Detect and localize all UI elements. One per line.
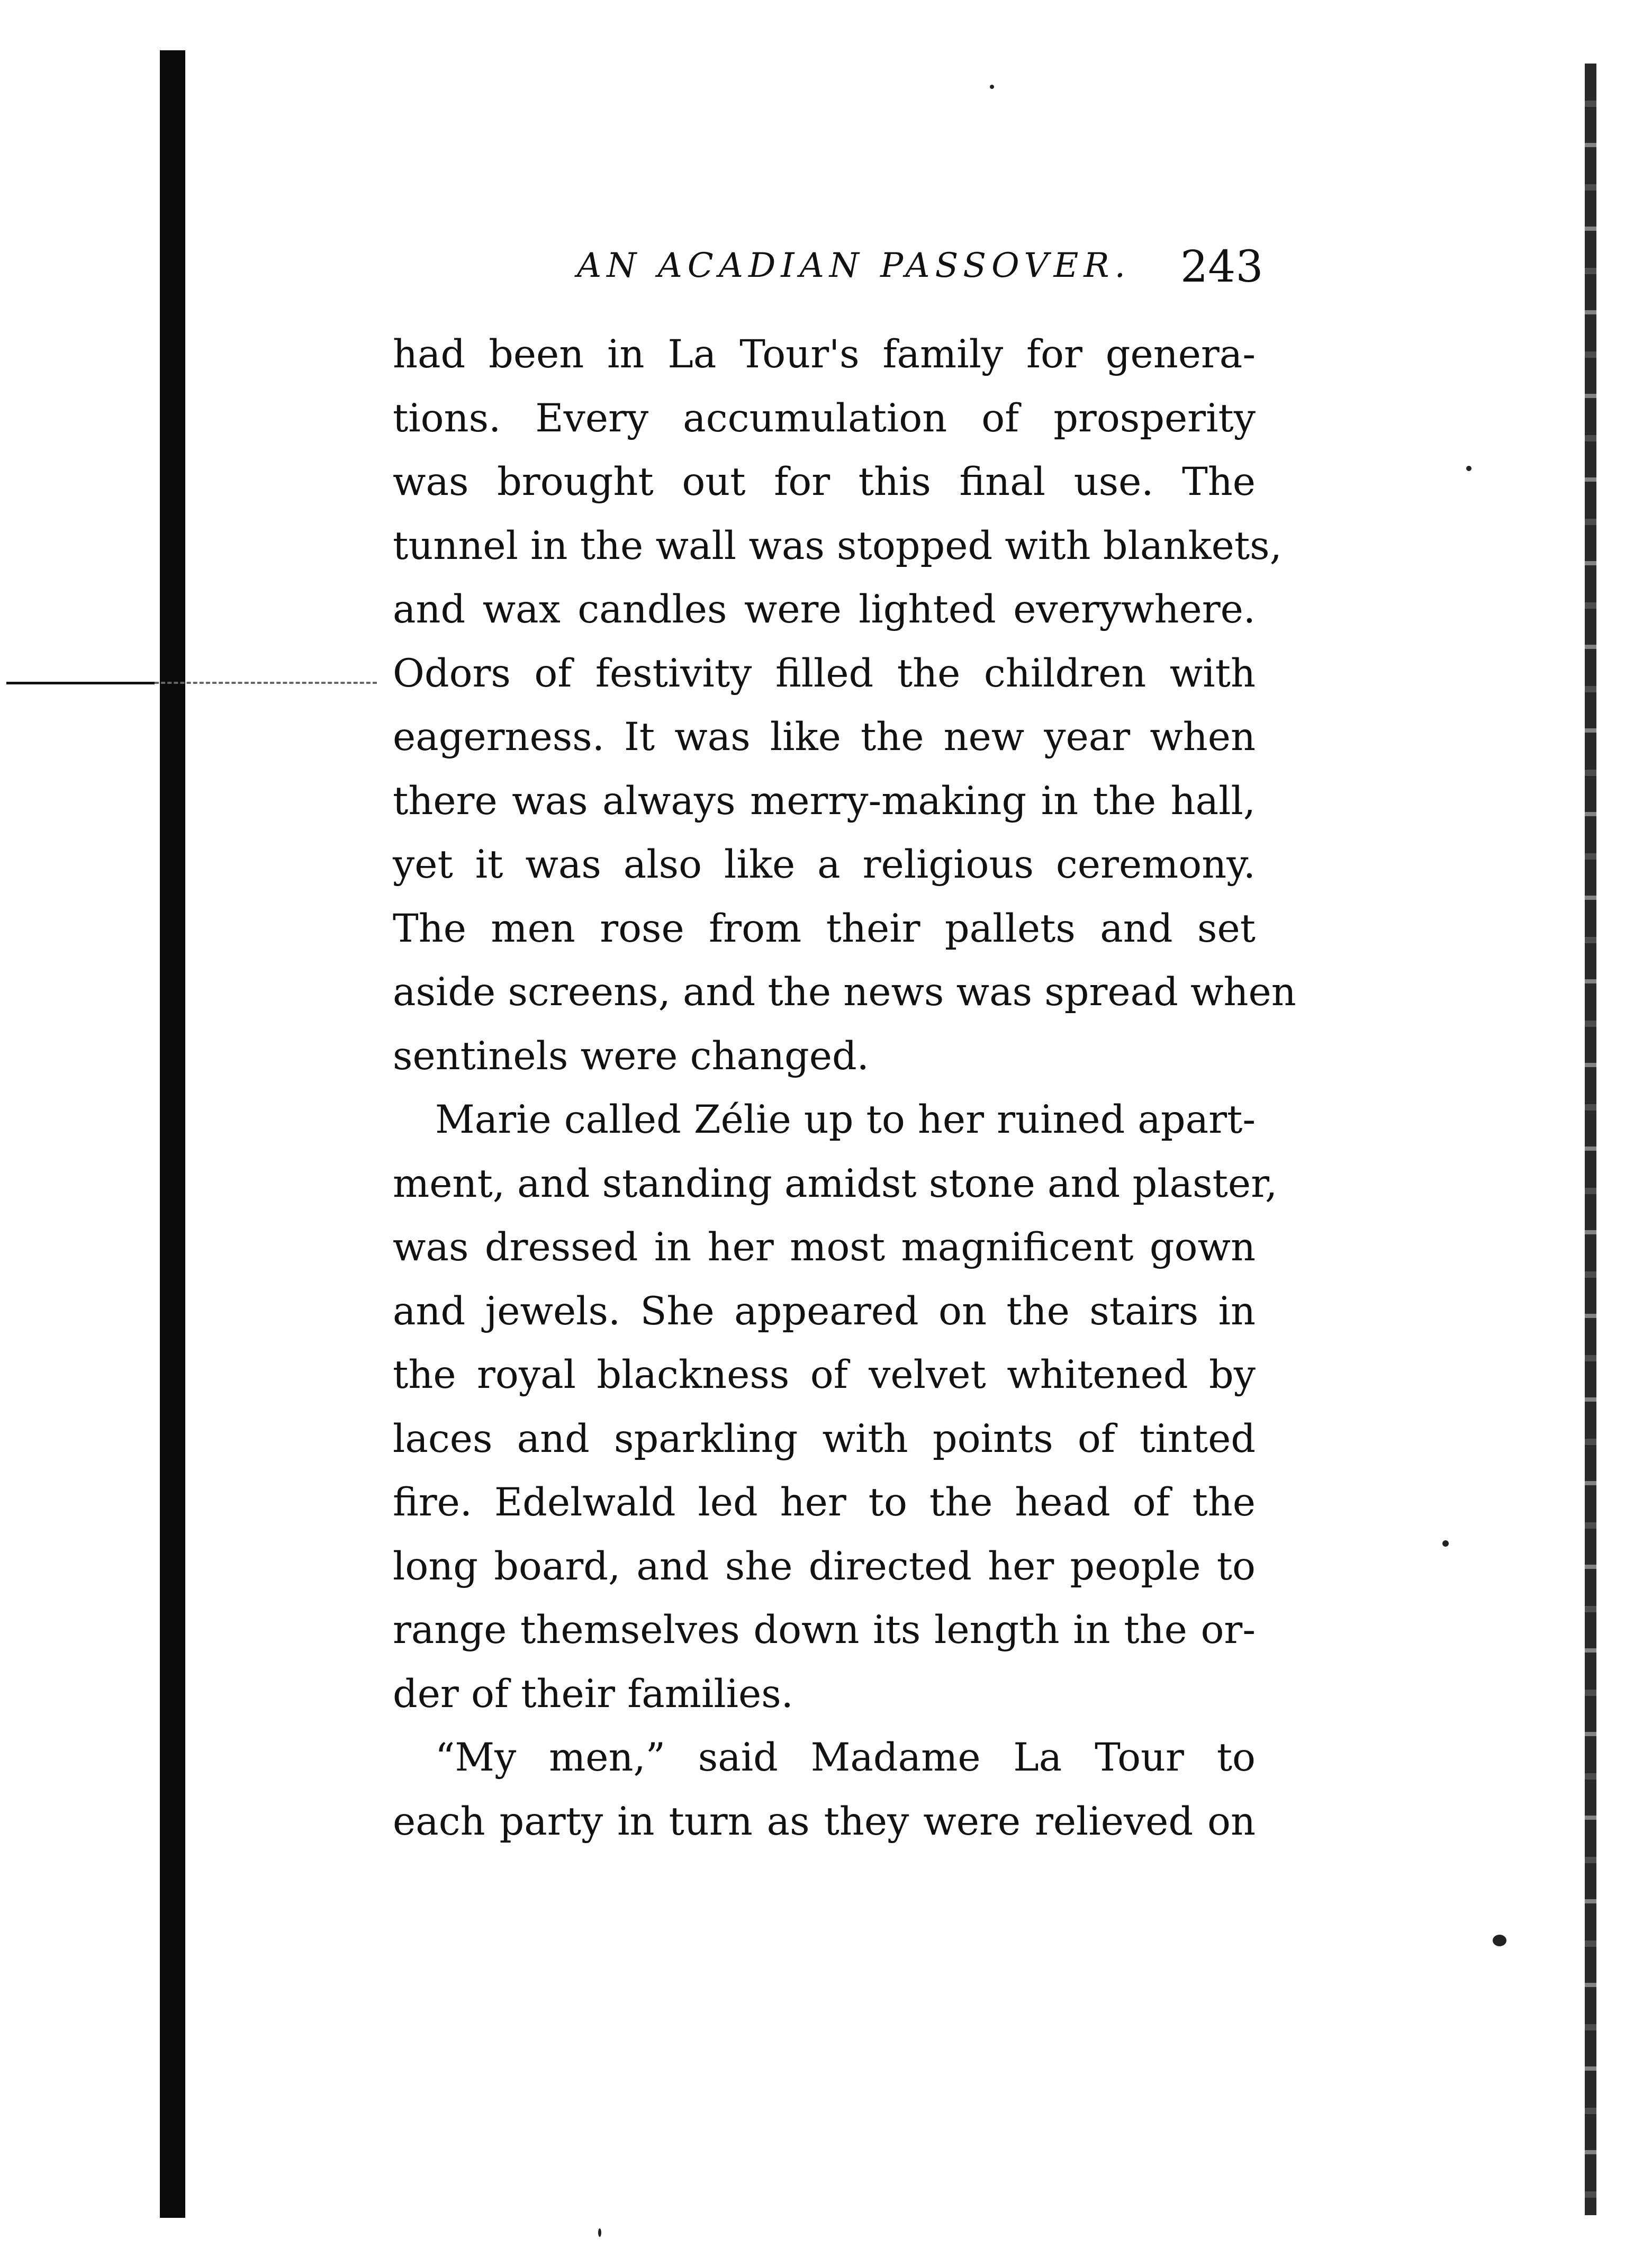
scan-speck <box>1466 466 1472 471</box>
margin-rule-dash <box>155 682 377 684</box>
text-line: long board, and she directed her people to <box>393 1543 1256 1589</box>
text-line: was dressed in her most magnificent gown <box>393 1225 1256 1270</box>
text-line: and jewels. She appeared on the stairs in <box>393 1288 1256 1334</box>
scan-speck <box>1442 1540 1449 1547</box>
text-line: range themselves down its length in the or- <box>393 1608 1256 1653</box>
text-line: yet it was also like a religious ceremony. <box>393 842 1256 887</box>
text-line: each party in turn as they were relieved on <box>393 1799 1256 1844</box>
text-line: and wax candles were lighted everywhere. <box>393 587 1256 632</box>
text-line: tions. Every accumulation of prosperity <box>393 395 1256 441</box>
text-line: Odors of festivity filled the children with <box>393 651 1256 696</box>
page-edge-shadow <box>1585 64 1596 2215</box>
text-line: fire. Edelwald led her to the head of the <box>393 1480 1256 1525</box>
text-line: aside screens, and the news was spread when <box>393 970 1296 1015</box>
text-line: was brought out for this final use. The <box>393 459 1256 504</box>
text-line: had been in La Tour's family for genera- <box>393 332 1256 377</box>
scan-speck <box>1493 1935 1506 1946</box>
body-text <box>393 323 1296 1854</box>
text-line: ment, and standing amidst stone and plaster, <box>393 1161 1278 1206</box>
margin-rule-line <box>6 682 155 684</box>
text-line: there was always merry-making in the hall, <box>393 778 1256 824</box>
scan-speck <box>990 85 994 89</box>
text-line: “My men,” said Madame La Tour to <box>435 1735 1256 1780</box>
binding-gutter-shadow <box>160 50 185 2218</box>
text-line: eagerness. It was like the new year when <box>393 715 1256 760</box>
text-line: tunnel in the wall was stopped with blankets, <box>393 523 1282 568</box>
text-line: laces and sparkling with points of tinted <box>393 1416 1256 1461</box>
text-line: Marie called Zélie up to her ruined apart- <box>435 1097 1256 1142</box>
text-line: der of their families. <box>393 1671 793 1717</box>
text-line: sentinels were changed. <box>393 1033 869 1079</box>
text-line: the royal blackness of velvet whitened by <box>393 1352 1256 1397</box>
scan-speck <box>598 2228 601 2237</box>
running-head: AN ACADIAN PASSOVER. <box>577 246 1131 285</box>
text-line: The men rose from their pallets and set <box>393 906 1256 951</box>
page-number: 243 <box>1180 242 1263 292</box>
